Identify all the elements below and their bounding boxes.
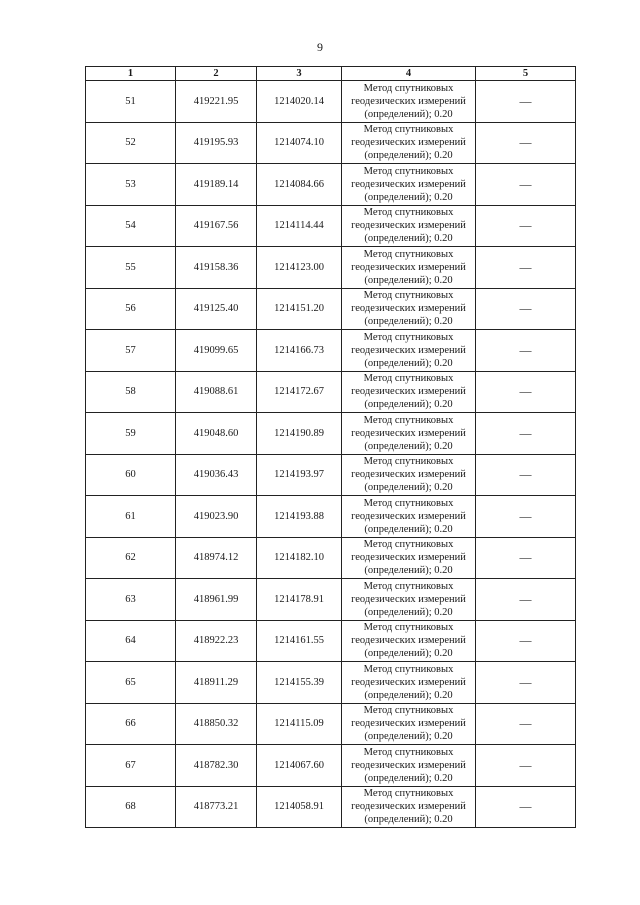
method-cell	[342, 786, 476, 828]
method-cell-text: (определений); 0.20	[364, 399, 453, 411]
point-number-cell	[86, 413, 176, 455]
x-coordinate-cell-text: 418922.23	[193, 635, 239, 647]
method-cell-text: геодезических измерений	[351, 344, 466, 356]
x-coordinate-cell	[176, 330, 257, 372]
description-cell	[476, 745, 576, 787]
method-cell-text: (определений); 0.20	[364, 357, 453, 369]
point-number-cell	[86, 786, 176, 828]
method-cell-text: Метод спутниковых	[363, 207, 454, 219]
point-number-cell	[86, 371, 176, 413]
x-coordinate-cell-text: 419158.36	[193, 261, 239, 273]
y-coordinate-cell-text: 1214123.00	[274, 261, 324, 273]
table-row	[86, 81, 576, 123]
table-row	[86, 786, 576, 828]
y-coordinate-cell-text: 1214193.97	[274, 469, 324, 481]
x-coordinate-cell-text: 419125.40	[193, 303, 239, 315]
description-cell-text: —	[519, 508, 532, 523]
method-cell-text: геодезических измерений	[351, 759, 466, 771]
point-number-cell-text: 61	[125, 510, 136, 522]
description-cell-text: —	[519, 674, 532, 689]
column-header-5: 5	[476, 67, 576, 81]
method-cell	[342, 288, 476, 330]
method-cell-text: геодезических измерений	[351, 137, 466, 149]
description-cell-text: —	[519, 342, 532, 357]
description-cell-text: —	[519, 757, 532, 772]
x-coordinate-cell	[176, 703, 257, 745]
method-cell-text: Метод спутниковых	[363, 165, 454, 177]
y-coordinate-cell	[257, 703, 342, 745]
x-coordinate-cell-text: 418850.32	[193, 718, 239, 730]
x-coordinate-cell-text: 419195.93	[193, 137, 239, 149]
method-cell-text: Метод спутниковых	[363, 373, 454, 385]
description-cell	[476, 330, 576, 372]
table-row	[86, 413, 576, 455]
description-cell-text: —	[519, 218, 532, 233]
table-row	[86, 496, 576, 538]
x-coordinate-cell	[176, 620, 257, 662]
point-number-cell	[86, 496, 176, 538]
x-coordinate-cell	[176, 786, 257, 828]
x-coordinate-cell-text: 419099.65	[193, 344, 239, 356]
point-number-cell	[86, 579, 176, 621]
x-coordinate-cell-text: 418961.99	[193, 593, 239, 605]
method-cell-text: (определений); 0.20	[364, 731, 453, 743]
x-coordinate-cell-text: 418782.30	[193, 759, 239, 771]
point-number-cell-text: 51	[125, 95, 136, 107]
method-cell-text: геодезических измерений	[351, 676, 466, 688]
y-coordinate-cell-text: 1214074.10	[274, 137, 324, 149]
table-row	[86, 371, 576, 413]
method-cell-text: Метод спутниковых	[363, 331, 454, 343]
description-cell	[476, 703, 576, 745]
description-cell-text: —	[519, 467, 532, 482]
method-cell-text: Метод спутниковых	[363, 290, 454, 302]
description-cell	[476, 205, 576, 247]
y-coordinate-cell	[257, 164, 342, 206]
table-row	[86, 662, 576, 704]
method-cell	[342, 122, 476, 164]
method-cell-text: (определений); 0.20	[364, 565, 453, 577]
y-coordinate-cell	[257, 662, 342, 704]
table-row	[86, 537, 576, 579]
point-number-cell	[86, 537, 176, 579]
description-cell	[476, 81, 576, 123]
y-coordinate-cell	[257, 371, 342, 413]
method-cell	[342, 371, 476, 413]
y-coordinate-cell-text: 1214161.55	[274, 635, 324, 647]
method-cell-text: Метод спутниковых	[363, 124, 454, 136]
table-row	[86, 703, 576, 745]
method-cell-text: (определений); 0.20	[364, 482, 453, 494]
y-coordinate-cell-text: 1214084.66	[274, 178, 324, 190]
description-cell	[476, 620, 576, 662]
x-coordinate-cell-text: 419023.90	[193, 510, 239, 522]
description-cell-text: —	[519, 799, 532, 814]
x-coordinate-cell-text: 418974.12	[193, 552, 239, 564]
method-cell-text: геодезических измерений	[351, 220, 466, 232]
point-number-cell-text: 55	[125, 261, 136, 273]
x-coordinate-cell	[176, 205, 257, 247]
y-coordinate-cell	[257, 330, 342, 372]
method-cell-text: (определений); 0.20	[364, 440, 453, 452]
description-cell	[476, 496, 576, 538]
point-number-cell-text: 53	[125, 178, 136, 190]
method-cell-text: Метод спутниковых	[363, 663, 454, 675]
y-coordinate-cell	[257, 786, 342, 828]
method-cell	[342, 330, 476, 372]
description-cell	[476, 579, 576, 621]
point-number-cell	[86, 81, 176, 123]
y-coordinate-cell-text: 1214115.09	[274, 718, 324, 730]
method-cell	[342, 745, 476, 787]
method-cell-text: геодезических измерений	[351, 635, 466, 647]
description-cell-text: —	[519, 176, 532, 191]
method-cell	[342, 247, 476, 289]
description-cell	[476, 786, 576, 828]
table-row	[86, 620, 576, 662]
y-coordinate-cell	[257, 745, 342, 787]
table-row	[86, 164, 576, 206]
description-cell	[476, 413, 576, 455]
method-cell-text: Метод спутниковых	[363, 248, 454, 260]
description-cell	[476, 537, 576, 579]
point-number-cell	[86, 662, 176, 704]
table-row	[86, 454, 576, 496]
point-number-cell	[86, 454, 176, 496]
column-header-1: 1	[86, 67, 176, 81]
description-cell-text: —	[519, 384, 532, 399]
table-body	[86, 81, 576, 828]
point-number-cell-text: 64	[125, 635, 136, 647]
x-coordinate-cell	[176, 247, 257, 289]
point-number-cell-text: 66	[125, 718, 136, 730]
column-header-4: 4	[342, 67, 476, 81]
y-coordinate-cell	[257, 247, 342, 289]
description-cell	[476, 371, 576, 413]
x-coordinate-cell	[176, 496, 257, 538]
method-cell	[342, 703, 476, 745]
y-coordinate-cell-text: 1214172.67	[274, 386, 324, 398]
description-cell	[476, 662, 576, 704]
method-cell-text: (определений); 0.20	[364, 191, 453, 203]
column-header-2: 2	[176, 67, 257, 81]
y-coordinate-cell	[257, 496, 342, 538]
table-row	[86, 122, 576, 164]
table-row	[86, 330, 576, 372]
point-number-cell-text: 57	[125, 344, 136, 356]
y-coordinate-cell	[257, 288, 342, 330]
y-coordinate-cell-text: 1214155.39	[274, 676, 324, 688]
y-coordinate-cell	[257, 579, 342, 621]
y-coordinate-cell-text: 1214166.73	[274, 344, 324, 356]
point-number-cell-text: 60	[125, 469, 136, 481]
method-cell	[342, 537, 476, 579]
point-number-cell-text: 67	[125, 759, 136, 771]
y-coordinate-cell-text: 1214193.88	[274, 510, 324, 522]
y-coordinate-cell	[257, 122, 342, 164]
method-cell-text: Метод спутниковых	[363, 497, 454, 509]
y-coordinate-cell-text: 1214182.10	[274, 552, 324, 564]
description-cell-text: —	[519, 93, 532, 108]
description-cell-text: —	[519, 135, 532, 150]
table-row	[86, 247, 576, 289]
point-number-cell-text: 63	[125, 593, 136, 605]
description-cell-text: —	[519, 591, 532, 606]
description-cell-text: —	[519, 550, 532, 565]
method-cell-text: (определений); 0.20	[364, 316, 453, 328]
description-cell-text: —	[519, 716, 532, 731]
point-number-cell	[86, 620, 176, 662]
method-cell	[342, 620, 476, 662]
description-cell	[476, 122, 576, 164]
y-coordinate-cell-text: 1214151.20	[274, 303, 324, 315]
method-cell	[342, 164, 476, 206]
point-number-cell-text: 54	[125, 220, 136, 232]
description-cell	[476, 247, 576, 289]
x-coordinate-cell-text: 419189.14	[193, 178, 239, 190]
method-cell-text: Метод спутниковых	[363, 414, 454, 426]
method-cell-text: (определений); 0.20	[364, 150, 453, 162]
table-row	[86, 579, 576, 621]
method-cell-text: геодезических измерений	[351, 386, 466, 398]
point-number-cell	[86, 164, 176, 206]
x-coordinate-cell-text: 418773.21	[193, 801, 239, 813]
point-number-cell-text: 52	[125, 137, 136, 149]
x-coordinate-cell	[176, 164, 257, 206]
y-coordinate-cell	[257, 454, 342, 496]
point-number-cell-text: 68	[125, 801, 136, 813]
point-number-cell	[86, 247, 176, 289]
description-cell-text: —	[519, 259, 532, 274]
method-cell	[342, 454, 476, 496]
method-cell-text: (определений); 0.20	[364, 108, 453, 120]
method-cell-text: (определений); 0.20	[364, 814, 453, 826]
point-number-cell-text: 62	[125, 552, 136, 564]
point-number-cell	[86, 703, 176, 745]
method-cell-text: геодезических измерений	[351, 552, 466, 564]
method-cell-text: (определений); 0.20	[364, 606, 453, 618]
y-coordinate-cell-text: 1214020.14	[274, 95, 324, 107]
method-cell-text: геодезических измерений	[351, 593, 466, 605]
x-coordinate-cell	[176, 662, 257, 704]
method-cell-text: геодезических измерений	[351, 718, 466, 730]
y-coordinate-cell-text: 1214178.91	[274, 593, 324, 605]
method-cell-text: геодезических измерений	[351, 801, 466, 813]
method-cell	[342, 579, 476, 621]
method-cell-text: (определений); 0.20	[364, 648, 453, 660]
y-coordinate-cell	[257, 81, 342, 123]
method-cell	[342, 662, 476, 704]
point-number-cell-text: 59	[125, 427, 136, 439]
y-coordinate-cell-text: 1214067.60	[274, 759, 324, 771]
header-row	[86, 67, 576, 81]
point-number-cell	[86, 288, 176, 330]
point-number-cell	[86, 122, 176, 164]
table-row	[86, 745, 576, 787]
method-cell	[342, 413, 476, 455]
method-cell-text: Метод спутниковых	[363, 788, 454, 800]
point-number-cell	[86, 330, 176, 372]
y-coordinate-cell	[257, 620, 342, 662]
method-cell-text: Метод спутниковых	[363, 539, 454, 551]
point-number-cell-text: 56	[125, 303, 136, 315]
method-cell-text: (определений); 0.20	[364, 523, 453, 535]
method-cell-text: (определений); 0.20	[364, 233, 453, 245]
x-coordinate-cell-text: 419088.61	[193, 386, 239, 398]
x-coordinate-cell	[176, 537, 257, 579]
table-row	[86, 205, 576, 247]
x-coordinate-cell	[176, 745, 257, 787]
method-cell-text: (определений); 0.20	[364, 274, 453, 286]
method-cell-text: Метод спутниковых	[363, 82, 454, 94]
x-coordinate-cell-text: 419036.43	[193, 469, 239, 481]
x-coordinate-cell	[176, 454, 257, 496]
method-cell-text: геодезических измерений	[351, 178, 466, 190]
x-coordinate-cell	[176, 579, 257, 621]
method-cell-text: Метод спутниковых	[363, 705, 454, 717]
method-cell-text: Метод спутниковых	[363, 746, 454, 758]
description-cell	[476, 288, 576, 330]
y-coordinate-cell	[257, 205, 342, 247]
method-cell-text: геодезических измерений	[351, 95, 466, 107]
method-cell-text: геодезических измерений	[351, 510, 466, 522]
table-row	[86, 288, 576, 330]
y-coordinate-cell	[257, 537, 342, 579]
point-number-cell	[86, 745, 176, 787]
y-coordinate-cell-text: 1214058.91	[274, 801, 324, 813]
column-header-3: 3	[257, 67, 342, 81]
point-number-cell-text: 65	[125, 676, 136, 688]
description-cell-text: —	[519, 633, 532, 648]
method-cell-text: геодезических измерений	[351, 469, 466, 481]
point-number-cell-text: 58	[125, 386, 136, 398]
description-cell-text: —	[519, 301, 532, 316]
x-coordinate-cell	[176, 371, 257, 413]
y-coordinate-cell	[257, 413, 342, 455]
method-cell-text: Метод спутниковых	[363, 622, 454, 634]
description-cell	[476, 454, 576, 496]
page-number: 9	[317, 40, 323, 54]
y-coordinate-cell-text: 1214114.44	[274, 220, 324, 232]
y-coordinate-cell-text: 1214190.89	[274, 427, 324, 439]
x-coordinate-cell	[176, 122, 257, 164]
description-cell	[476, 164, 576, 206]
x-coordinate-cell-text: 419048.60	[193, 427, 239, 439]
x-coordinate-cell	[176, 288, 257, 330]
x-coordinate-cell	[176, 81, 257, 123]
method-cell-text: геодезических измерений	[351, 427, 466, 439]
method-cell	[342, 496, 476, 538]
x-coordinate-cell-text: 419167.56	[193, 220, 239, 232]
point-number-cell	[86, 205, 176, 247]
x-coordinate-cell-text: 419221.95	[193, 95, 239, 107]
method-cell	[342, 205, 476, 247]
x-coordinate-cell-text: 418911.29	[193, 676, 239, 688]
method-cell-text: геодезических измерений	[351, 261, 466, 273]
method-cell-text: (определений); 0.20	[364, 689, 453, 701]
method-cell-text: Метод спутниковых	[363, 580, 454, 592]
method-cell	[342, 81, 476, 123]
method-cell-text: Метод спутниковых	[363, 456, 454, 468]
x-coordinate-cell	[176, 413, 257, 455]
method-cell-text: геодезических измерений	[351, 303, 466, 315]
table-header	[86, 67, 576, 81]
method-cell-text: (определений); 0.20	[364, 772, 453, 784]
description-cell-text: —	[519, 425, 532, 440]
coordinates-table	[85, 66, 576, 828]
